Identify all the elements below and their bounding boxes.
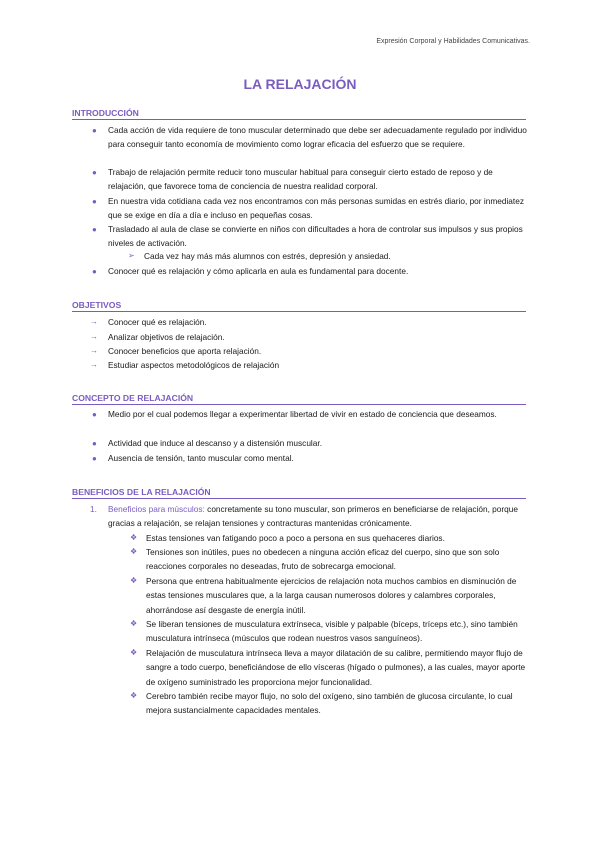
- beneficio-numbered-text: concretamente su tono muscular, son primeros en beneficiarse de relajación, porque gracias a relajación, se relajan tensiones y contracturas mantenidas crónicamente.: [108, 504, 519, 529]
- intro-item: Trasladado al aula de clase se convierte en niños con dificultades a hora de controlar sus impulsos y sus propios niveles de activación.: [108, 224, 523, 249]
- bullet-dot-icon: ●: [92, 197, 97, 206]
- objetivo-item: Analizar objetivos de relajación.: [108, 332, 225, 342]
- beneficio-numbered-label: Beneficios para músculos:: [108, 504, 205, 514]
- intro-item: Cada acción de vida requiere de tono muscular determinado que debe ser adecuadamente regulado por individuo para conseguir tanto economía de movimiento como lograr eficacia del esfuerzo que se requiere.: [108, 125, 527, 150]
- beneficio-item: Estas tensiones van fatigando poco a poco a persona en sus quehaceres diarios.: [146, 533, 445, 543]
- concepto-item: Medio por el cual podemos llegar a experimentar libertad de vivir en estado de conciencia que deseamos.: [108, 409, 497, 419]
- section-heading-introduccion: INTRODUCCIÓN: [72, 108, 526, 120]
- arrow-right-icon: →: [90, 317, 98, 326]
- intro-item: En nuestra vida cotidiana cada vez nos encontramos con más personas sumidas en estrés diario, por inmediatez que se exige en día a día e incluso en pequeñas cosas.: [108, 196, 524, 221]
- page-header: Expresión Corporal y Habilidades Comunicativas.: [376, 38, 530, 45]
- bullet-dot-icon: ●: [92, 225, 97, 234]
- objetivo-item: Estudiar aspectos metodológicos de relajación: [108, 360, 280, 370]
- diamond-bullet-icon: ❖: [130, 619, 138, 628]
- bullet-dot-icon: ●: [92, 410, 97, 419]
- bullet-dot-icon: ●: [92, 454, 97, 463]
- diamond-bullet-icon: ❖: [130, 691, 138, 700]
- concepto-item: Ausencia de tensión, tanto muscular como mental.: [108, 453, 294, 463]
- beneficio-item: Cerebro también recibe mayor flujo, no solo del oxígeno, sino también de glucosa circulante, lo cual mejora sustancialmente capacidades mentales.: [146, 691, 513, 716]
- beneficio-item: Se liberan tensiones de musculatura extrínseca, visible y palpable (bíceps, tríceps etc.), sino también musculatura intrínseca (músculos que rodean nuestros vasos sanguíneos).: [146, 619, 518, 644]
- intro-item: Conocer qué es relajación y cómo aplicarla en aula es fundamental para docente.: [108, 266, 409, 276]
- diamond-bullet-icon: ❖: [130, 648, 138, 657]
- bullet-dot-icon: ●: [92, 267, 97, 276]
- section-heading-beneficios: BENEFICIOS DE LA RELAJACIÓN: [72, 487, 526, 499]
- objetivo-item: Conocer qué es relajación.: [108, 317, 207, 327]
- beneficio-numbered-item: [108, 502, 528, 531]
- page-title: LA RELAJACIÓN: [243, 76, 357, 92]
- objetivo-item: Conocer beneficios que aporta relajación.: [108, 346, 262, 356]
- diamond-bullet-icon: ❖: [130, 533, 138, 542]
- arrowhead-icon: ➢: [128, 251, 135, 260]
- beneficio-item: Relajación de musculatura intrínseca lleva a mayor dilatación de su calibre, permitiendo mayor flujo de sangre a todo cuerpo, beneficiándose de ello vísceras (hígado o pulmones), a las cuales, mayor aporte de oxígeno suministrado les proporciona mejor funcionalidad.: [146, 648, 526, 687]
- bullet-dot-icon: ●: [92, 168, 97, 177]
- bullet-dot-icon: ●: [92, 126, 97, 135]
- intro-subitem: Cada vez hay más más alumnos con estrés, depresión y ansiedad.: [144, 251, 391, 261]
- arrow-right-icon: →: [90, 332, 98, 341]
- section-heading-concepto: CONCEPTO DE RELAJACIÓN: [72, 393, 526, 405]
- intro-item: Trabajo de relajación permite reducir tono muscular habitual para conseguir cierto estado de reposo y de relajación, que favorece toma de conciencia de nuestra realidad corporal.: [108, 167, 493, 192]
- numbered-marker: 1.: [90, 504, 97, 514]
- diamond-bullet-icon: ❖: [130, 576, 138, 585]
- diamond-bullet-icon: ❖: [130, 547, 138, 556]
- concepto-item: Actividad que induce al descanso y a distensión muscular.: [108, 438, 323, 448]
- section-heading-objetivos: OBJETIVOS: [72, 300, 526, 312]
- arrow-right-icon: →: [90, 346, 98, 355]
- beneficio-item: Persona que entrena habitualmente ejercicios de relajación nota muchos cambios en disminución de estas tensiones musculares que, a la larga causan numerosos dolores y calambres corporales, ahorrándose así desgaste de energía inútil.: [146, 576, 517, 615]
- bullet-dot-icon: ●: [92, 439, 97, 448]
- beneficio-item: Tensiones son inútiles, pues no obedecen a ninguna acción eficaz del cuerpo, sino que son solo reacciones corporales no deseadas, fruto de sobrecarga emocional.: [146, 547, 500, 572]
- arrow-right-icon: →: [90, 360, 98, 369]
